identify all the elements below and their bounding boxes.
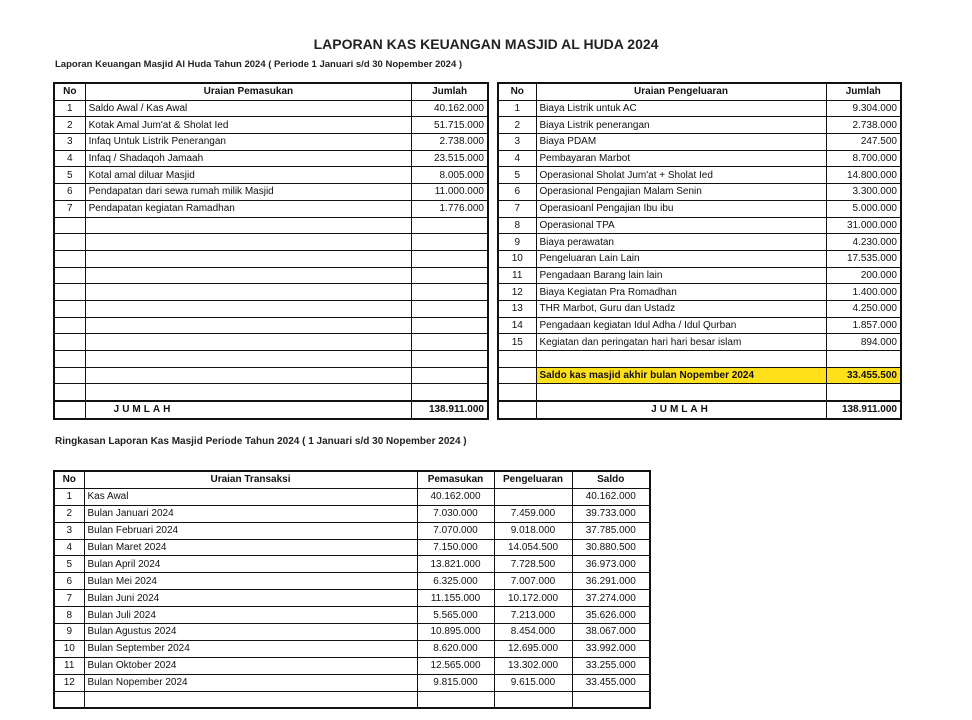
income-row — [54, 184, 488, 201]
summary-cell-desc: Bulan Nopember 2024 — [84, 674, 417, 691]
expense-row — [498, 167, 901, 184]
expense-cell-no: 4 — [498, 150, 536, 167]
summary-cell-in: 13.821.000 — [417, 556, 494, 573]
income-cell-no: 1 — [54, 100, 85, 117]
income-cell-no — [54, 317, 85, 334]
expense-cell-desc: Operasional TPA — [536, 217, 826, 234]
income-cell-amount: 11.000.000 — [412, 184, 488, 201]
expense-blank-cell — [498, 384, 536, 401]
income-total-row — [54, 401, 488, 419]
income-cell-no: 5 — [54, 167, 85, 184]
summary-cell-in: 5.565.000 — [417, 607, 494, 624]
summary-title: Ringkasan Laporan Kas Masjid Periode Tahun 2024 ( 1 Januari s/d 30 Nopember 2024 ) — [55, 436, 467, 447]
expense-cell-amount: 4.250.000 — [826, 300, 901, 317]
income-row — [54, 134, 488, 151]
expense-total-amount: 138.911.000 — [826, 401, 901, 419]
income-cell-amount — [412, 284, 488, 301]
summary-row — [54, 624, 650, 641]
expense-cell-no: 7 — [498, 200, 536, 217]
summary-cell-no: 5 — [54, 556, 84, 573]
summary-cell-no: 3 — [54, 522, 84, 539]
summary-cell-no: 8 — [54, 607, 84, 624]
expense-cell-desc: Biaya Listrik untuk AC — [536, 100, 826, 117]
expense-cell-amount: 1.400.000 — [826, 284, 901, 301]
income-cell-desc: Kotal amal diluar Masjid — [85, 167, 412, 184]
income-row — [54, 351, 488, 368]
summary-cell-saldo: 35.626.000 — [572, 607, 650, 624]
income-cell-amount — [412, 384, 488, 401]
expense-blank-cell — [536, 384, 826, 401]
income-row — [54, 300, 488, 317]
income-row — [54, 100, 488, 117]
expense-row — [498, 250, 901, 267]
summary-cell-out — [494, 691, 572, 708]
income-row — [54, 267, 488, 284]
summary-cell-desc: Bulan Januari 2024 — [84, 505, 417, 522]
summary-cell-in: 11.155.000 — [417, 590, 494, 607]
income-cell-no — [54, 234, 85, 251]
income-row — [54, 250, 488, 267]
income-header-no: No — [54, 83, 85, 100]
income-total-amount: 138.911.000 — [412, 401, 488, 419]
summary-row — [54, 590, 650, 607]
summary-cell-in: 8.620.000 — [417, 640, 494, 657]
summary-cell-out: 8.454.000 — [494, 624, 572, 641]
income-cell-desc — [85, 317, 412, 334]
expense-cell-amount: 1.857.000 — [826, 317, 901, 334]
expense-saldo-row — [498, 367, 901, 384]
summary-row — [54, 674, 650, 691]
income-header-row — [54, 83, 488, 100]
expense-cell-desc: Pengadaan Barang lain lain — [536, 267, 826, 284]
expense-cell-no: 3 — [498, 134, 536, 151]
income-cell-no — [54, 267, 85, 284]
summary-cell-desc: Bulan Mei 2024 — [84, 573, 417, 590]
income-cell-no — [54, 284, 85, 301]
income-row — [54, 334, 488, 351]
expense-cell-no: 12 — [498, 284, 536, 301]
summary-header-no: No — [54, 471, 84, 488]
income-cell-no: 4 — [54, 150, 85, 167]
expense-saldo-label: Saldo kas masjid akhir bulan Nopember 2024 — [536, 367, 826, 384]
income-cell-amount — [412, 300, 488, 317]
summary-cell-no: 6 — [54, 573, 84, 590]
summary-cell-no: 7 — [54, 590, 84, 607]
expense-row — [498, 317, 901, 334]
expense-body — [498, 100, 901, 367]
summary-cell-saldo: 33.992.000 — [572, 640, 650, 657]
expense-cell-amount: 17.535.000 — [826, 250, 901, 267]
summary-cell-in: 7.030.000 — [417, 505, 494, 522]
expense-cell-desc: Pengeluaran Lain Lain — [536, 250, 826, 267]
income-cell-amount — [412, 317, 488, 334]
expense-cell-no: 1 — [498, 100, 536, 117]
income-cell-no — [54, 351, 85, 368]
expense-row — [498, 234, 901, 251]
summary-cell-no: 4 — [54, 539, 84, 556]
expense-cell-desc: Biaya perawatan — [536, 234, 826, 251]
summary-cell-out: 14.054.500 — [494, 539, 572, 556]
income-cell-no — [54, 367, 85, 384]
expense-cell-amount: 894.000 — [826, 334, 901, 351]
expense-cell-desc: Operasional Pengajian Malam Senin — [536, 184, 826, 201]
expense-row — [498, 200, 901, 217]
expense-cell-amount: 4.230.000 — [826, 234, 901, 251]
income-header-amount: Jumlah — [412, 83, 488, 100]
income-cell-desc: Kotak Amal Jum'at & Sholat Ied — [85, 117, 412, 134]
expense-row — [498, 300, 901, 317]
income-cell-amount: 8.005.000 — [412, 167, 488, 184]
summary-cell-out — [494, 488, 572, 505]
summary-cell-desc: Bulan Agustus 2024 — [84, 624, 417, 641]
summary-table — [53, 470, 651, 709]
income-cell-desc: Pendapatan kegiatan Ramadhan — [85, 200, 412, 217]
summary-row — [54, 488, 650, 505]
income-cell-no: 7 — [54, 200, 85, 217]
summary-cell-saldo: 33.255.000 — [572, 657, 650, 674]
expense-row — [498, 150, 901, 167]
expense-cell-amount: 8.700.000 — [826, 150, 901, 167]
summary-cell-desc: Bulan Februari 2024 — [84, 522, 417, 539]
income-cell-no — [54, 334, 85, 351]
income-cell-amount — [412, 267, 488, 284]
report-subtitle: Laporan Keuangan Masjid Al Huda Tahun 2024 ( Periode 1 Januari s/d 30 Nopember 2024 ) — [55, 59, 463, 70]
expense-table — [497, 82, 902, 420]
income-cell-no — [54, 217, 85, 234]
summary-cell-no: 11 — [54, 657, 84, 674]
expense-cell-desc: Operasional Sholat Jum'at + Sholat Ied — [536, 167, 826, 184]
summary-header-out: Pengeluaran — [494, 471, 572, 488]
income-row — [54, 284, 488, 301]
summary-cell-in: 9.815.000 — [417, 674, 494, 691]
income-cell-no: 6 — [54, 184, 85, 201]
expense-row — [498, 334, 901, 351]
income-cell-desc — [85, 351, 412, 368]
summary-cell-saldo — [572, 691, 650, 708]
summary-cell-desc: Bulan Maret 2024 — [84, 539, 417, 556]
summary-header-saldo: Saldo — [572, 471, 650, 488]
income-row — [54, 367, 488, 384]
income-cell-no: 3 — [54, 134, 85, 151]
summary-cell-out: 7.728.500 — [494, 556, 572, 573]
summary-row — [54, 556, 650, 573]
summary-cell-out: 13.302.000 — [494, 657, 572, 674]
summary-header-desc: Uraian Transaksi — [84, 471, 417, 488]
summary-cell-saldo: 38.067.000 — [572, 624, 650, 641]
expense-header-desc: Uraian Pengeluaran — [536, 83, 826, 100]
summary-cell-out: 7.213.000 — [494, 607, 572, 624]
income-cell-amount — [412, 351, 488, 368]
summary-cell-saldo: 33.455.000 — [572, 674, 650, 691]
expense-total-label: JUMLAH — [536, 401, 826, 419]
expense-row — [498, 100, 901, 117]
expense-cell-no: 8 — [498, 217, 536, 234]
expense-cell-amount: 247.500 — [826, 134, 901, 151]
expense-cell-desc: Pembayaran Marbot — [536, 150, 826, 167]
income-cell-desc — [85, 384, 412, 401]
expense-cell-no: 5 — [498, 167, 536, 184]
summary-cell-desc: Bulan April 2024 — [84, 556, 417, 573]
income-cell-desc — [85, 367, 412, 384]
income-table — [53, 82, 489, 420]
income-cell-amount — [412, 217, 488, 234]
summary-cell-in: 10.895.000 — [417, 624, 494, 641]
summary-cell-in — [417, 691, 494, 708]
expense-row — [498, 117, 901, 134]
summary-cell-no: 2 — [54, 505, 84, 522]
income-cell-desc — [85, 250, 412, 267]
expense-row — [498, 184, 901, 201]
summary-cell-desc: Bulan Oktober 2024 — [84, 657, 417, 674]
income-cell-desc — [85, 284, 412, 301]
expense-saldo-amount: 33.455.500 — [826, 367, 901, 384]
summary-cell-desc: Bulan September 2024 — [84, 640, 417, 657]
income-cell-no — [54, 300, 85, 317]
summary-row — [54, 539, 650, 556]
summary-row — [54, 691, 650, 708]
summary-cell-desc: Kas Awal — [84, 488, 417, 505]
expense-cell-amount: 9.304.000 — [826, 100, 901, 117]
income-header-desc: Uraian Pemasukan — [85, 83, 412, 100]
expense-cell-no: 11 — [498, 267, 536, 284]
summary-cell-saldo: 36.291.000 — [572, 573, 650, 590]
income-row — [54, 217, 488, 234]
summary-cell-in: 6.325.000 — [417, 573, 494, 590]
income-cell-desc — [85, 334, 412, 351]
expense-cell-desc: Biaya PDAM — [536, 134, 826, 151]
income-cell-desc: Infaq Untuk Listrik Penerangan — [85, 134, 412, 151]
income-row — [54, 200, 488, 217]
summary-row — [54, 657, 650, 674]
expense-row — [498, 351, 901, 368]
income-row — [54, 150, 488, 167]
income-row — [54, 317, 488, 334]
summary-cell-saldo: 39.733.000 — [572, 505, 650, 522]
income-row — [54, 167, 488, 184]
expense-total-row — [498, 401, 901, 419]
summary-header-row — [54, 471, 650, 488]
income-cell-amount — [412, 367, 488, 384]
income-body — [54, 100, 488, 401]
summary-cell-no: 12 — [54, 674, 84, 691]
summary-row — [54, 522, 650, 539]
income-cell-amount: 51.715.000 — [412, 117, 488, 134]
summary-cell-desc — [84, 691, 417, 708]
expense-cell-amount: 200.000 — [826, 267, 901, 284]
summary-cell-no: 10 — [54, 640, 84, 657]
expense-blank-cell — [826, 384, 901, 401]
expense-cell-amount: 14.800.000 — [826, 167, 901, 184]
income-row — [54, 117, 488, 134]
expense-cell-no: 15 — [498, 334, 536, 351]
expense-cell-no: 6 — [498, 184, 536, 201]
summary-cell-out: 9.615.000 — [494, 674, 572, 691]
summary-cell-out: 7.007.000 — [494, 573, 572, 590]
expense-cell-desc: Biaya Listrik penerangan — [536, 117, 826, 134]
expense-header-row — [498, 83, 901, 100]
income-cell-desc: Saldo Awal / Kas Awal — [85, 100, 412, 117]
expense-cell-desc: Operasioanl Pengajian Ibu ibu — [536, 200, 826, 217]
summary-cell-in: 12.565.000 — [417, 657, 494, 674]
summary-row — [54, 505, 650, 522]
expense-header-no: No — [498, 83, 536, 100]
expense-cell-desc: Kegiatan dan peringatan hari hari besar islam — [536, 334, 826, 351]
expense-cell-amount: 3.300.000 — [826, 184, 901, 201]
income-cell-no — [54, 250, 85, 267]
summary-header-in: Pemasukan — [417, 471, 494, 488]
summary-cell-in: 7.150.000 — [417, 539, 494, 556]
summary-cell-out: 10.172.000 — [494, 590, 572, 607]
income-cell-amount: 1.776.000 — [412, 200, 488, 217]
summary-cell-saldo: 37.785.000 — [572, 522, 650, 539]
income-cell-desc: Infaq / Shadaqoh Jamaah — [85, 150, 412, 167]
summary-cell-desc: Bulan Juni 2024 — [84, 590, 417, 607]
summary-cell-saldo: 37.274.000 — [572, 590, 650, 607]
expense-row — [498, 284, 901, 301]
expense-total-no — [498, 401, 536, 419]
summary-cell-in: 7.070.000 — [417, 522, 494, 539]
income-cell-amount — [412, 234, 488, 251]
income-cell-amount: 23.515.000 — [412, 150, 488, 167]
expense-cell-no: 10 — [498, 250, 536, 267]
expense-cell-desc: THR Marbot, Guru dan Ustadz — [536, 300, 826, 317]
summary-row — [54, 607, 650, 624]
expense-cell-no: 2 — [498, 117, 536, 134]
expense-cell-amount: 5.000.000 — [826, 200, 901, 217]
income-cell-amount — [412, 250, 488, 267]
expense-cell-amount — [826, 351, 901, 368]
expense-cell-desc: Pengadaan kegiatan Idul Adha / Idul Qurban — [536, 317, 826, 334]
expense-cell-desc — [536, 351, 826, 368]
summary-cell-no: 9 — [54, 624, 84, 641]
income-cell-desc: Pendapatan dari sewa rumah milik Masjid — [85, 184, 412, 201]
summary-cell-in: 40.162.000 — [417, 488, 494, 505]
summary-cell-no — [54, 691, 84, 708]
expense-row — [498, 217, 901, 234]
summary-cell-saldo: 30.880.500 — [572, 539, 650, 556]
expense-row — [498, 134, 901, 151]
summary-cell-saldo: 40.162.000 — [572, 488, 650, 505]
income-total-no — [54, 401, 85, 419]
income-cell-desc — [85, 300, 412, 317]
summary-cell-saldo: 36.973.000 — [572, 556, 650, 573]
expense-cell-desc: Biaya Kegiatan Pra Romadhan — [536, 284, 826, 301]
income-cell-no: 2 — [54, 117, 85, 134]
expense-row — [498, 267, 901, 284]
expense-cell-amount: 2.738.000 — [826, 117, 901, 134]
income-cell-amount: 40.162.000 — [412, 100, 488, 117]
summary-body — [54, 488, 650, 708]
expense-blank-row — [498, 384, 901, 401]
expense-cell-amount: 31.000.000 — [826, 217, 901, 234]
summary-cell-out: 9.018.000 — [494, 522, 572, 539]
income-cell-desc — [85, 234, 412, 251]
income-cell-desc — [85, 217, 412, 234]
report-title: LAPORAN KAS KEUANGAN MASJID AL HUDA 2024 — [313, 36, 659, 52]
summary-row — [54, 640, 650, 657]
income-row — [54, 234, 488, 251]
expense-saldo-no — [498, 367, 536, 384]
income-total-label: JUMLAH — [85, 401, 412, 419]
income-cell-amount — [412, 334, 488, 351]
income-row — [54, 384, 488, 401]
summary-cell-no: 1 — [54, 488, 84, 505]
summary-cell-out: 7.459.000 — [494, 505, 572, 522]
expense-cell-no — [498, 351, 536, 368]
income-cell-desc — [85, 267, 412, 284]
expense-cell-no: 14 — [498, 317, 536, 334]
summary-row — [54, 573, 650, 590]
expense-cell-no: 13 — [498, 300, 536, 317]
income-cell-amount: 2.738.000 — [412, 134, 488, 151]
summary-cell-out: 12.695.000 — [494, 640, 572, 657]
summary-cell-desc: Bulan Juli 2024 — [84, 607, 417, 624]
income-cell-no — [54, 384, 85, 401]
expense-header-amount: Jumlah — [826, 83, 901, 100]
expense-cell-no: 9 — [498, 234, 536, 251]
